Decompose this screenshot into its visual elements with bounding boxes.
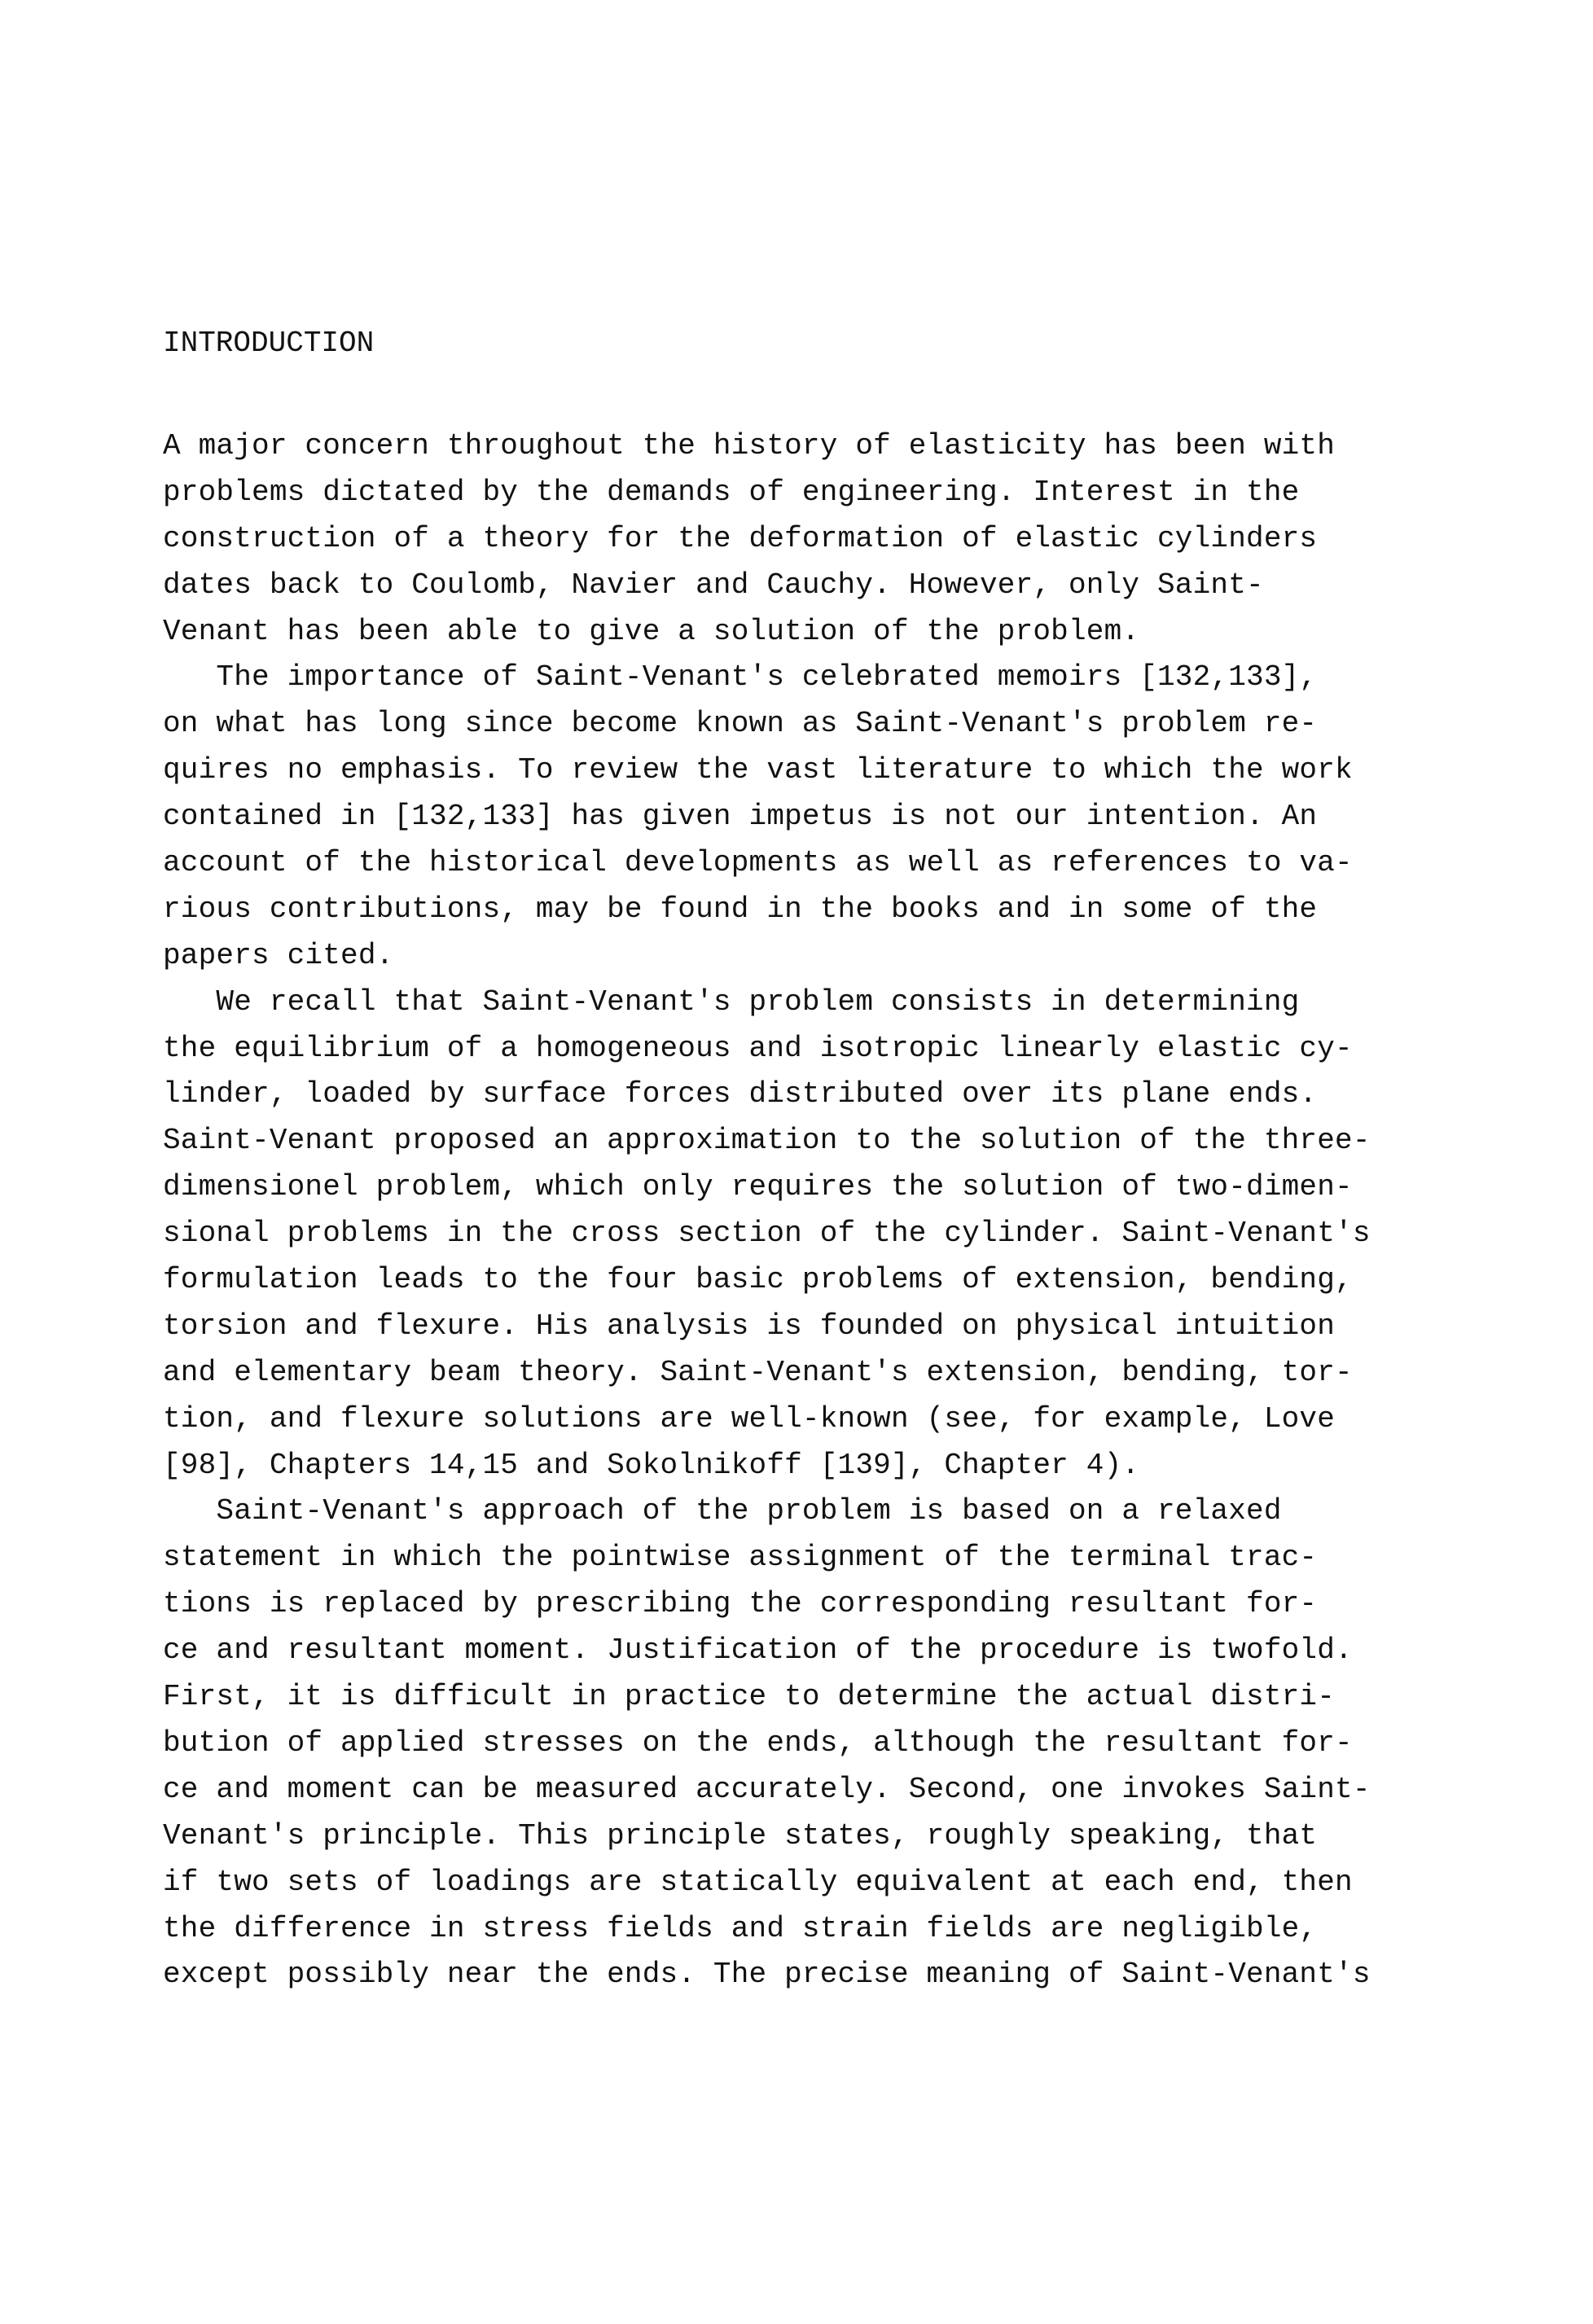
text-line: problems dictated by the demands of engineering. Interest in the [163,475,1300,509]
text-line: papers cited. [163,938,394,972]
text-line: the difference in stress fields and strain fields are negligible, [163,1911,1318,1945]
text-line: statement in which the pointwise assignment of the terminal trac- [163,1541,1318,1575]
text-line: contained in [132,133] has given impetus is not our intention. An [163,800,1318,834]
text-line: if two sets of loadings are statically equivalent at each end, then [163,1865,1353,1899]
text-line: construction of a theory for the deformation of elastic cylinders [163,521,1318,555]
text-line: Venant has been able to give a solution of the problem. [163,614,1140,648]
text-line: tion, and flexure solutions are well-known (see, for example, Love [163,1401,1336,1436]
text-line: and elementary beam theory. Saint-Venant's extension, bending, tor- [163,1355,1353,1389]
text-line: torsion and flexure. His analysis is founded on physical intuition [163,1309,1336,1343]
text-line: dates back to Coulomb, Navier and Cauchy. However, only Saint- [163,568,1264,602]
text-line: account of the historical developments as well as references to va- [163,846,1353,880]
text-line: quires no emphasis. To review the vast literature to which the work [163,753,1353,787]
text-line: except possibly near the ends. The precise meaning of Saint-Venant's [163,1958,1371,1992]
text-line: Saint-Venant proposed an approximation to the solution of the three- [163,1124,1371,1158]
text-line: Venant's principle. This principle states, roughly speaking, that [163,1818,1318,1853]
text-line: the equilibrium of a homogeneous and isotropic linearly elastic cy- [163,1031,1353,1065]
text-line: A major concern throughout the history of elasticity has been with [163,429,1336,463]
text-line: on what has long since become known as Saint-Venant's problem re- [163,707,1318,741]
section-heading: INTRODUCTION [163,327,375,360]
text-line: [98], Chapters 14,15 and Sokolnikoff [139], Chapter 4). [163,1448,1140,1482]
text-line: tions is replaced by prescribing the corresponding resultant for- [163,1587,1318,1621]
text-line: linder, loaded by surface forces distributed over its plane ends. [163,1077,1318,1112]
text-line: formulation leads to the four basic problems of extension, bending, [163,1263,1353,1297]
text-line: First, it is difficult in practice to determine the actual distri- [163,1680,1336,1714]
text-line: bution of applied stresses on the ends, although the resultant for- [163,1725,1353,1760]
body-text [163,423,1458,1998]
text-line: Saint-Venant's approach of the problem is based on a relaxed [163,1494,1282,1528]
text-line: We recall that Saint-Venant's problem consists in determining [163,984,1300,1019]
text-line: ce and moment can be measured accurately. Second, one invokes Saint- [163,1772,1371,1806]
text-line: sional problems in the cross section of the cylinder. Saint-Venant's [163,1217,1371,1251]
text-line: rious contributions, may be found in the books and in some of the [163,892,1318,926]
text-line: dimensionel problem, which only requires the solution of two-dimen- [163,1170,1353,1204]
text-line: ce and resultant moment. Justification of the procedure is twofold. [163,1633,1353,1668]
text-line: The importance of Saint-Venant's celebrated memoirs [132,133], [163,660,1318,695]
